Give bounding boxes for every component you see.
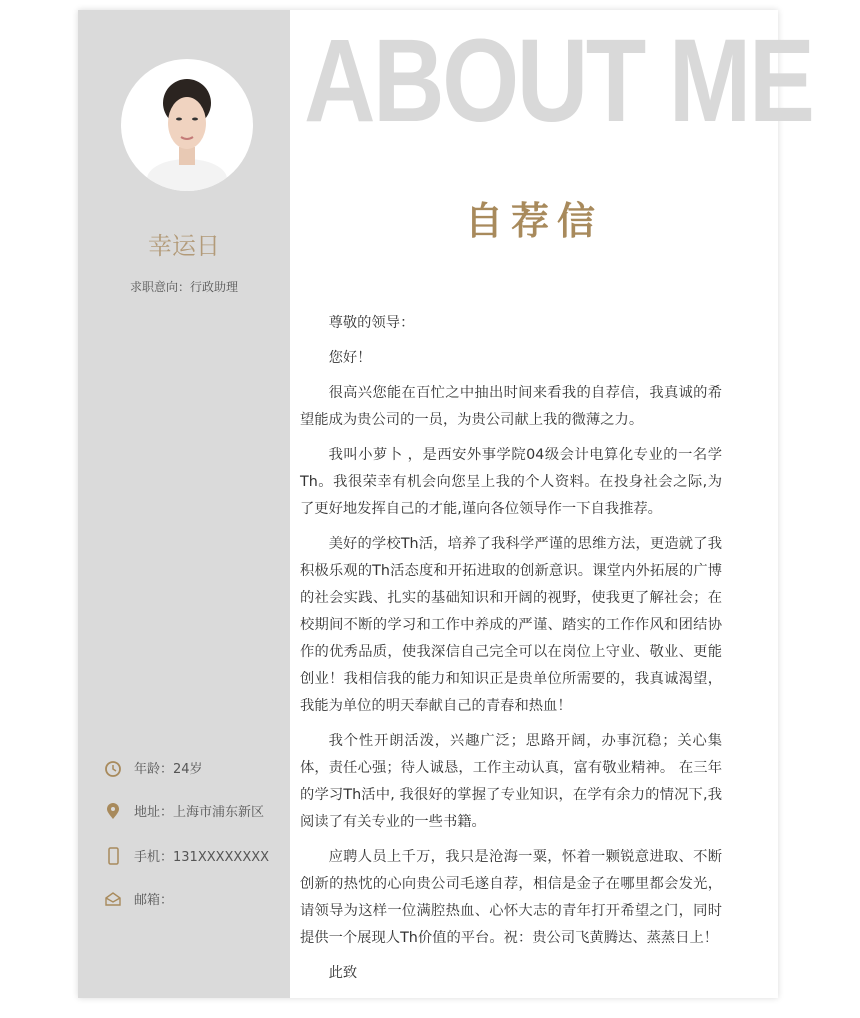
clock-icon [104,759,122,777]
job-intent: 求职意向：行政助理 [129,280,238,294]
paragraph: 尊敬的领导： [328,315,415,331]
info-age [104,758,203,777]
paragraph: 美好的学校Th活，培养了我科学严谨的思维方法，更造就了我积极乐观的Th活态度和开拓进取的创新意识。课堂内外拓展的广博的社会实践、扎实的基础知识和开阔的视野，使我更了解社会；在校期间不断的学习和工作中养成的严谨、踏实的工作作风和团结协作的优秀品质，使我深信自己完全可以在岗位上守业、敬业、更能创业！我相信我的能力和知识正是贵单位所需要的，我真诚渴望，我能为单位的明天奉献自己的青春和热血！ [300,536,722,714]
info-label: 邮箱： [134,893,174,908]
sidebar [78,10,290,998]
paragraph: 很高兴您能在百忙之中抽出时间来看我的自荐信，我真诚的希望能成为贵公司的一员，为贵公司献上我的微薄之力。 [300,385,722,428]
paragraph: 我个性开朗活泼，兴趣广泛；思路开阔，办事沉稳；关心集体，责任心强；待人诚恳，工作主动认真，富有敬业精神。 在三年的学习Th活中, 我很好的掌握了专业知识，在学有余力的情况下,我阅读了有关专业的一些书籍。 [300,733,722,830]
avatar [121,59,253,191]
info-email [104,889,173,908]
info-address [104,801,264,820]
paragraph: 应聘人员上千万，我只是沧海一粟，怀着一颗锐意进取、不断创新的热忱的心向贵公司毛遂自荐，相信是金子在哪里都会发光，请领导为这样一位满腔热血、心怀大志的青年打开希望之门，同时提供一个展现人Th价值的平台。祝：贵公司飞黄腾达、蒸蒸日上！ [300,849,722,946]
resume-page [78,10,813,998]
info-phone [104,846,269,865]
info-label: 地址：上海市浦东新区 [134,805,265,820]
candidate-name: 幸运日 [148,232,220,260]
about-me-banner: ABOUT ME [304,15,813,147]
info-label: 年龄：24岁 [134,762,203,777]
paragraph: 此致 [328,965,358,981]
info-label: 手机：131XXXXXXXX [134,850,270,865]
phone-icon [104,847,122,865]
location-pin-icon [104,802,122,820]
paragraph: 您好！ [328,350,372,366]
letter-body [300,310,722,995]
letter-title: 自荐信 [464,199,603,243]
mail-icon [104,890,122,908]
paragraph: 我叫小萝卜 ，是西安外事学院04级会计电算化专业的一名学Th。我很荣幸有机会向您呈上我的个人资料。在投身社会之际,为了更好地发挥自己的才能,谨向各位领导作一下自我推荐。 [300,447,722,517]
